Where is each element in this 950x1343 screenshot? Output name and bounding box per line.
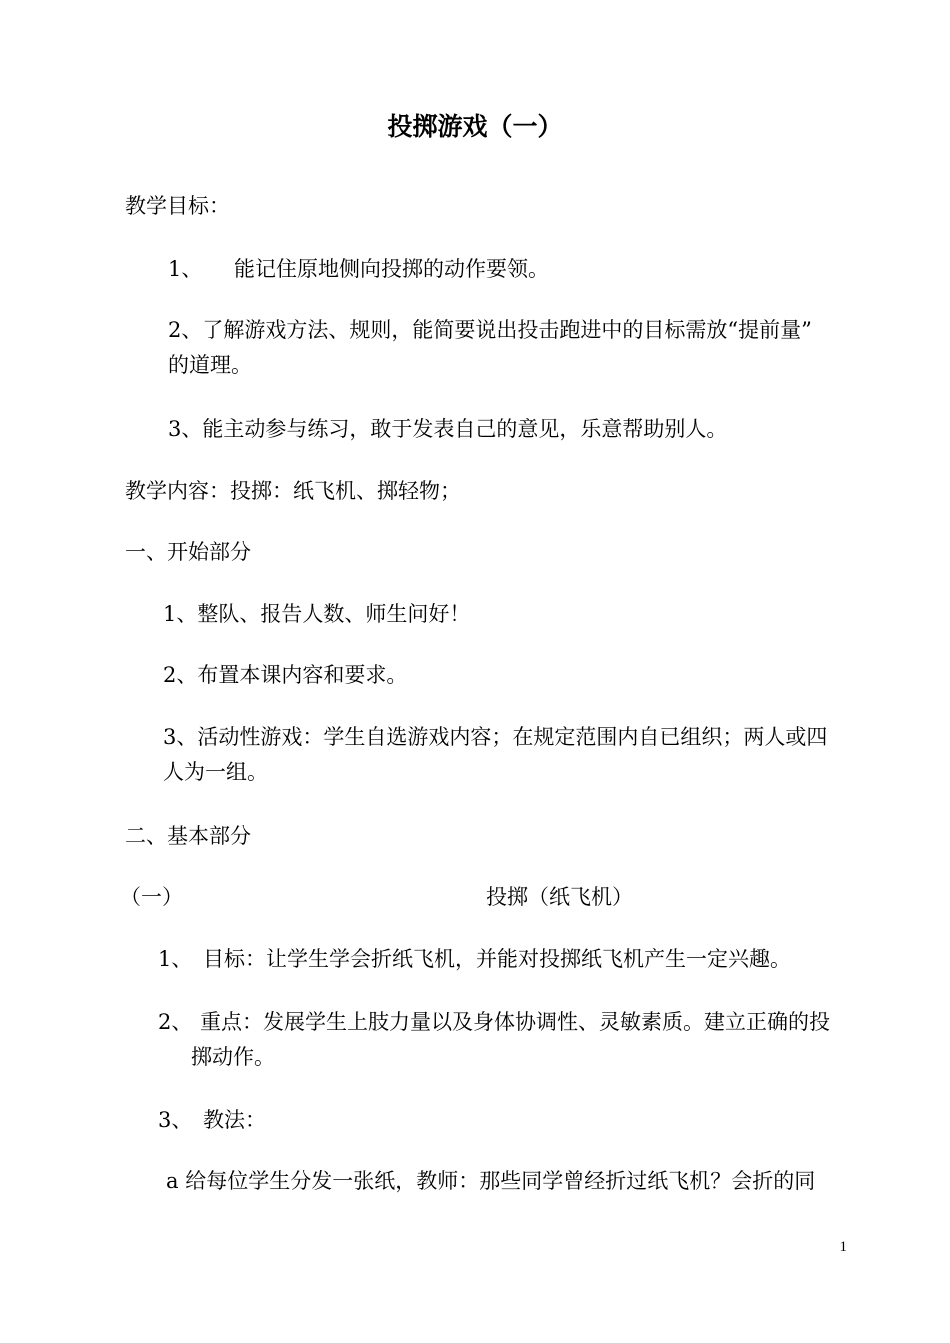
part2-sub-number: （一） — [120, 885, 183, 909]
part2-item-1-number: 1、 — [158, 947, 193, 971]
part2-sub-title: 投掷（纸飞机） — [486, 885, 633, 909]
part2-item-1-text: 目标：让学生学会折纸飞机，并能对投掷纸飞机产生一定兴趣。 — [203, 947, 791, 971]
part2-item-3-number: 3、 — [158, 1108, 193, 1132]
page-number: 1 — [839, 1239, 847, 1255]
objective-2-text: 2、了解游戏方法、规则，能简要说出投击跑进中的目标需放“提前量” — [168, 318, 812, 342]
objective-1-number: 1、 — [168, 257, 203, 281]
teaching-content-line: 教学内容：投掷：纸飞机、掷轻物； — [125, 479, 461, 503]
document-title: 投掷游戏（一） — [387, 112, 563, 141]
part1-heading: 一、开始部分 — [125, 540, 251, 564]
part2-item-2-continuation: 掷动作。 — [191, 1045, 275, 1069]
part2-item-3-text: 教法： — [203, 1108, 266, 1132]
objective-3-text: 3、能主动参与练习，敢于发表自己的意见，乐意帮助别人。 — [168, 417, 728, 441]
part1-item-3-continuation: 人为一组。 — [163, 760, 268, 784]
part1-item-1: 1、整队、报告人数、师生问好！ — [163, 602, 471, 626]
part2-heading: 二、基本部分 — [125, 824, 251, 848]
objective-2-continuation: 的道理。 — [168, 353, 252, 377]
part2-item-2-text: 重点：发展学生上肢力量以及身体协调性、灵敏素质。建立正确的投 — [200, 1010, 830, 1034]
objectives-heading: 教学目标： — [125, 194, 230, 218]
part1-item-3: 3、活动性游戏：学生自选游戏内容；在规定范围内自已组织；两人或四 — [163, 725, 828, 749]
objective-1-text: 能记住原地侧向投掷的动作要领。 — [234, 257, 549, 281]
step-a-text: a 给每位学生分发一张纸，教师：那些同学曾经折过纸飞机？会折的同 — [166, 1169, 816, 1193]
part1-item-2: 2、布置本课内容和要求。 — [163, 663, 408, 687]
part2-item-2-number: 2、 — [158, 1010, 193, 1034]
